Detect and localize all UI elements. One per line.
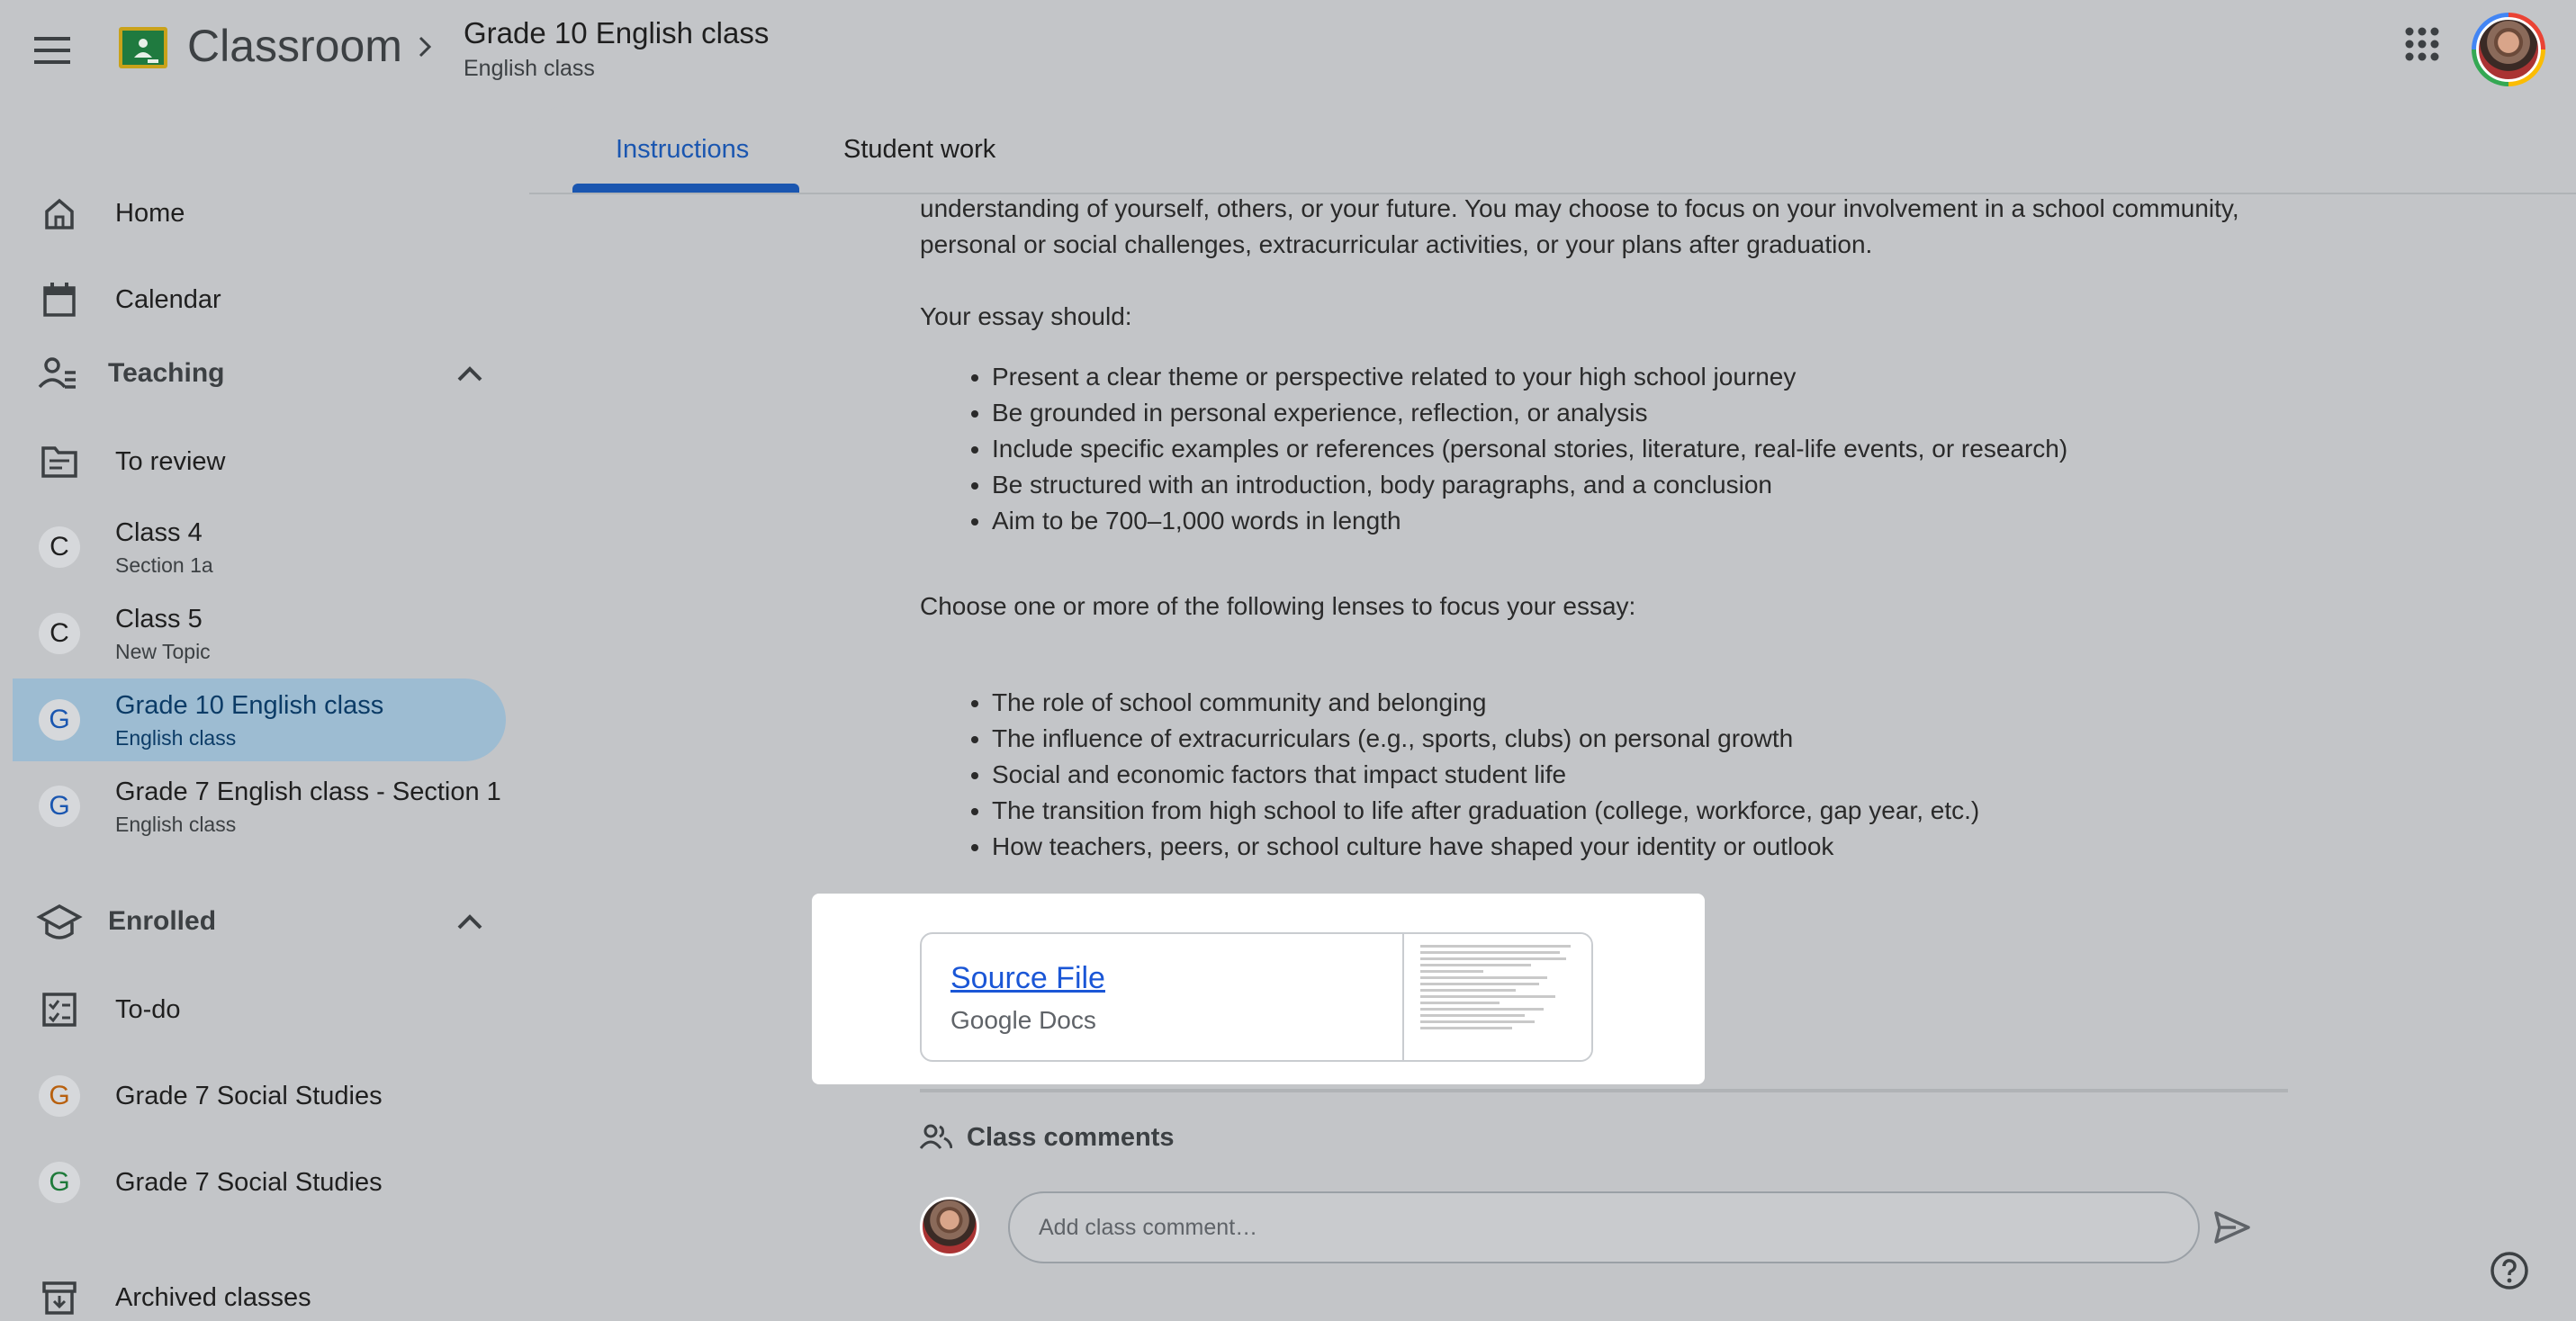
send-icon[interactable] — [2211, 1206, 2254, 1249]
sidebar-item-class[interactable] — [13, 506, 506, 589]
sidebar-section-label: Enrolled — [108, 906, 217, 936]
essay-requirements-list — [920, 359, 2288, 539]
class-letter-avatar: G — [39, 1162, 80, 1203]
sidebar-item-calendar[interactable] — [13, 258, 506, 341]
sidebar-item-class[interactable] — [13, 1141, 506, 1224]
class-letter-avatar: C — [39, 526, 80, 568]
tab-student-work[interactable]: Student work — [843, 135, 996, 164]
checklist-icon — [38, 988, 81, 1031]
home-icon — [38, 192, 81, 235]
list-item: • Social and economic factors that impact student life — [992, 757, 2288, 793]
class-section: English class — [115, 726, 237, 750]
class-letter-avatar: G — [39, 786, 80, 827]
sidebar-item-class[interactable] — [13, 592, 506, 675]
instructions-body — [920, 191, 2288, 865]
breadcrumb-chevron-icon — [416, 34, 434, 64]
tab-bar — [529, 108, 2576, 194]
tab-instructions[interactable]: Instructions — [616, 135, 750, 164]
google-apps-icon[interactable] — [2401, 23, 2443, 65]
class-name: Class 4 — [115, 518, 203, 547]
essay-lenses-list — [920, 685, 2288, 865]
class-section: Section 1a — [115, 553, 213, 577]
list-item: • The influence of extracurriculars (e.g., sports, clubs) on personal growth — [992, 721, 2288, 757]
list-item: • Be grounded in personal experience, reflection, or analysis — [992, 395, 2288, 431]
chevron-up-icon[interactable] — [454, 906, 486, 939]
section-divider — [920, 1089, 2288, 1092]
class-letter-avatar: G — [39, 1075, 80, 1117]
archive-icon — [38, 1276, 81, 1319]
attachment-title-link[interactable]: Source File — [950, 961, 1105, 995]
sidebar-section-label: Teaching — [108, 358, 225, 388]
class-letter-avatar: C — [39, 613, 80, 654]
list-item: • Be structured with an introduction, body paragraphs, and a conclusion — [992, 467, 2288, 503]
help-icon[interactable] — [2488, 1249, 2531, 1292]
class-comments-label: Class comments — [967, 1123, 1175, 1152]
folder-review-icon — [38, 440, 81, 483]
class-name: Grade 7 Social Studies — [115, 1081, 383, 1110]
class-name: Grade 7 English class - Section 1 — [115, 777, 501, 806]
instructions-text: understanding of yourself, others, or your future. You may choose to focus on your involvement in a school community, — [920, 194, 2239, 222]
instructions-heading: Your essay should: — [920, 302, 1132, 330]
sidebar-item-label: Calendar — [115, 284, 221, 314]
sidebar-item-to-do[interactable] — [13, 968, 506, 1051]
class-comment-input[interactable] — [1039, 1209, 2119, 1245]
sidebar-section-teaching[interactable] — [13, 338, 506, 410]
class-name: Grade 10 English class — [115, 691, 384, 720]
people-icon — [920, 1123, 952, 1150]
comment-field-container[interactable] — [1008, 1191, 2200, 1263]
instructions-text: personal or social challenges, extracurricular activities, or your plans after graduation. — [920, 230, 1873, 258]
class-name: Class 5 — [115, 605, 203, 634]
sidebar-item-label: To review — [115, 446, 226, 476]
sidebar-section-enrolled[interactable] — [13, 886, 506, 958]
sidebar-item-label: Home — [115, 198, 185, 228]
top-app-bar — [0, 0, 2576, 101]
attachment-type: Google Docs — [950, 1006, 1096, 1034]
class-title[interactable]: Grade 10 English class — [464, 16, 770, 49]
list-item: • Include specific examples or references (personal stories, literature, real-life events, or research) — [992, 431, 2288, 467]
sidebar-item-class[interactable] — [13, 765, 506, 848]
sidebar-item-label: Archived classes — [115, 1282, 311, 1312]
instructions-heading: Choose one or more of the following lenses to focus your essay: — [920, 592, 1636, 620]
class-comments-header — [920, 1123, 1175, 1157]
sidebar-item-archived[interactable] — [13, 1256, 506, 1321]
class-name: Grade 7 Social Studies — [115, 1167, 383, 1197]
classroom-logo-icon[interactable] — [119, 27, 167, 68]
attachment-card[interactable] — [920, 932, 1593, 1062]
sidebar-item-home[interactable] — [13, 172, 506, 255]
calendar-icon — [38, 278, 81, 321]
app-title[interactable]: Classroom — [187, 21, 402, 71]
document-thumbnail[interactable] — [1402, 934, 1593, 1062]
user-avatar — [920, 1197, 979, 1256]
sidebar-item-class-active[interactable] — [13, 678, 506, 761]
main-menu-icon[interactable] — [27, 25, 77, 76]
people-icon — [36, 351, 83, 398]
class-letter-avatar: G — [39, 699, 80, 741]
active-tab-indicator — [572, 184, 799, 193]
list-item: • How teachers, peers, or school culture have shaped your identity or outlook — [992, 829, 2288, 865]
class-section: New Topic — [115, 640, 211, 663]
class-subtitle: English class — [464, 56, 595, 81]
school-icon — [36, 899, 83, 946]
class-section: English class — [115, 813, 237, 836]
list-item: • Aim to be 700–1,000 words in length — [992, 503, 2288, 539]
sidebar-item-class[interactable] — [13, 1055, 506, 1137]
chevron-up-icon[interactable] — [454, 358, 486, 391]
sidebar-item-to-review[interactable] — [13, 420, 506, 503]
list-item: • The transition from high school to life after graduation (college, workforce, gap year, etc.) — [992, 793, 2288, 829]
sidebar — [0, 101, 529, 1321]
account-avatar[interactable] — [2472, 13, 2545, 86]
list-item: • The role of school community and belonging — [992, 685, 2288, 721]
list-item: • Present a clear theme or perspective related to your high school journey — [992, 359, 2288, 395]
sidebar-item-label: To-do — [115, 994, 181, 1024]
